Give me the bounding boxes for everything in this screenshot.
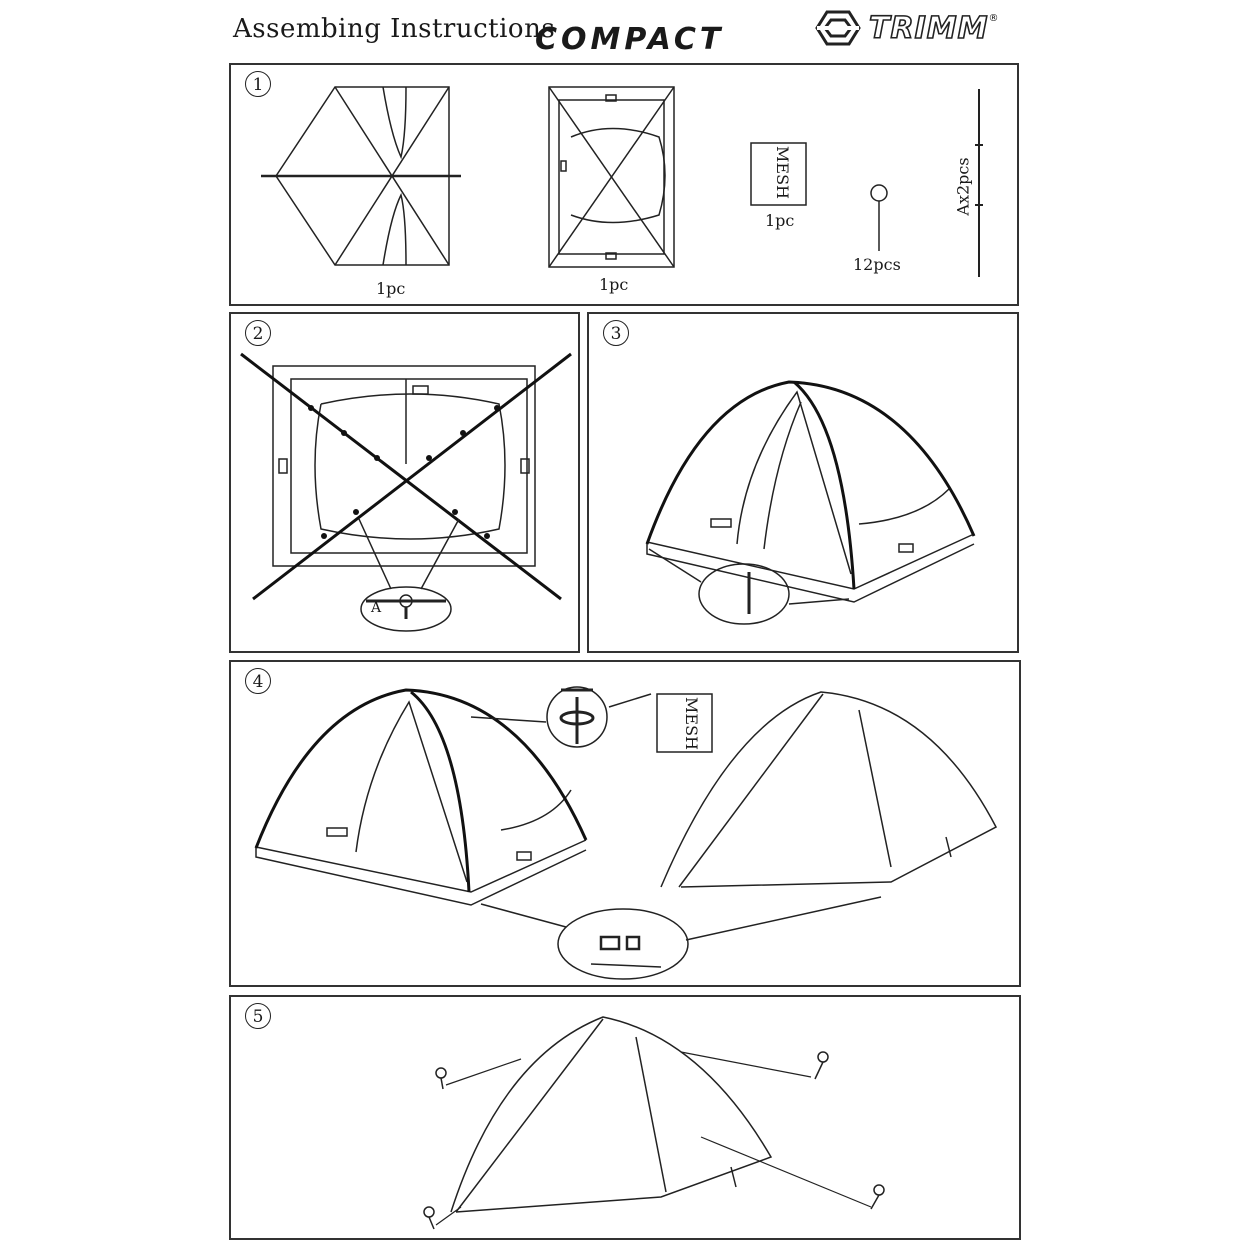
step-4-number: 4 [245,668,271,694]
brand-name: TRIMM [869,10,989,46]
brand-logo [815,8,999,48]
step-3-number: 3 [603,320,629,346]
step-1-panel [229,63,1019,306]
step-4-panel [229,660,1021,987]
brand-registered-mark: ® [988,12,999,24]
step-2-panel [229,312,580,653]
step-5-number: 5 [245,1003,271,1029]
step-1-number: 1 [245,71,271,97]
pole-foot-detail [649,549,849,624]
mesh-label: MESH [681,697,701,750]
page-title: Assembing Instructions [233,14,556,44]
flysheet-quantity: 1pc [376,279,406,298]
brand-emblem-icon [815,8,861,48]
step-2-number: 2 [245,320,271,346]
pole-marker-label: A [371,600,382,616]
step-4-flysheet-drawing [231,662,1019,985]
peg-drawing [871,185,887,251]
buckle-detail [481,897,881,979]
step-3-panel [587,312,1019,653]
mesh-clip-detail [471,687,712,752]
pegs-quantity: 12pcs [853,255,901,274]
step-2-poles-crossing-drawing [231,314,578,651]
inner-tent-drawing [549,87,674,267]
flysheet-drawing [261,87,461,265]
stake-pegs [424,1052,884,1229]
poles-quantity: Ax2pcs [953,157,973,216]
mesh-label: MESH [772,146,792,199]
product-name: COMPACT [535,22,725,57]
pole-drawing [975,89,983,277]
guy-lines [436,1052,871,1225]
step-5-guy-lines-drawing [231,997,1019,1238]
inner-tent-quantity: 1pc [599,275,629,294]
step-3-tent-frame-drawing [589,314,1017,651]
mesh-quantity: 1pc [765,211,795,230]
step-5-panel [229,995,1021,1240]
